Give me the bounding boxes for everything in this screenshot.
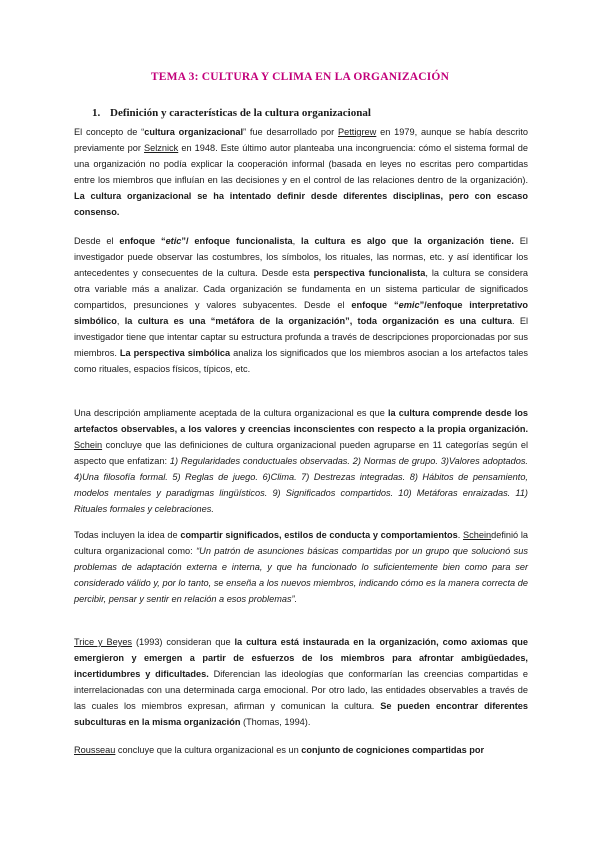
text-run-bold: ”/ enfoque funcionalista [181,236,293,246]
text-run-bold: cultura organizacional [144,127,244,137]
text-run-bold: perspectiva funcionalista [313,268,426,278]
text-run-bold: La cultura organizacional se ha intentado definir desde diferentes disciplinas, pero con escaso consenso. [74,191,528,217]
text-run: en 1979, aunque se había descrito previamente por [74,127,528,153]
text-run-bold: enfoque “ [351,300,399,310]
text-run: El concepto de “ [74,127,145,137]
text-run-bold: la cultura es una “metáfora de la organización”, toda organización es una cultura [124,316,512,326]
text-run: ” fue desarrollado por [243,127,338,137]
text-run: Una descripción ampliamente aceptada de la cultura organizacional es que [74,408,388,418]
paragraph-enfoques [74,233,528,377]
text-run-bold: Se pueden encontrar diferentes subculturas en la misma organización [74,701,528,727]
paragraph-trice-beyes [74,634,528,730]
text-run: concluye que las definiciones de cultura organizacional pueden agruparse en 11 categorías según el aspecto que enfatizan: [74,440,528,466]
page-title: TEMA 3: CULTURA Y CLIMA EN LA ORGANIZACIÓN [150,71,450,83]
text-run: Desde el [74,236,120,246]
text-run: en 1948. Este último autor planteaba una incongruencia: cómo el sistema formal de una organización no podía explicar la cooperación informal (basada en leyes no escritas pero compartidas entre los miembros que influían en las decisiones y en el control de las relaciones dentro de la organización). [74,143,528,185]
text-run-bold: la cultura está instaurada en la organización, como axiomas que emergieron y emergen a partir de esfuerzos de los miembros para afrontar ambigüedades, incertidumbres y dificultades. [74,637,529,679]
author-schein: Schein [74,440,103,450]
text-run: , la cultura se considera otra variable más a analizar. Cada organización se fundamenta en un sistema particular de significados compartidos, presunciones y valores subyacentes. Desde el [74,268,528,310]
text-run-bold: compartir significados, estilos de conducta y comportamientos [180,530,458,540]
author-schein: Schein [463,530,492,540]
text-run: Todas incluyen la idea de [74,530,181,540]
text-run-bold: ”/enfoque interpretativo simbólico [74,300,529,326]
author-selznick: Selznick [144,143,179,153]
text-run-bold: La perspectiva simbólica [119,348,231,358]
author-rousseau: Rousseau [74,745,116,755]
text-run-bold: conjunto de cogniciones compartidas por [301,745,485,755]
text-run: definió la cultura organizacional como: [74,530,528,556]
section-number: 1. [92,107,101,119]
text-run: Diferencian las ideologías que conformarían las creencias compartidas e interrelacionadas con una determinada carga emocional. Por otro lado, las entidades observables a través de las cuales los miembros expresan, afirman y comunican la cultura. [74,669,528,711]
text-run: , [292,236,302,246]
text-run-italic: 1) Regularidades conductuales observadas. 2) Normas de grupo. 3)Valores adoptados. 4)Una filosofía formal. 5) Reglas de juego. 6)Clima. 7) Destrezas integradas. 8) Hábitos de pensamiento, modelos mentales y paradigmas lingüísticos. 9) Significados compartidos. 10) Metáforas enraizadas. 11) Rituales formales y celebraciones. [74,456,528,514]
text-run-italic: “Un patrón de asunciones básicas compartidas por un grupo que solucionó sus problemas de adaptación externa e interna, y que ha funcionado lo suficientemente bien como para ser considerado válido y, por lo tanto, se enseña a los nuevos miembros, indicando cómo es la manera correcta de percibir, pensar y sentir en relación a esos problemas”. [74,546,528,604]
text-run: (Thomas, 1994). [240,717,311,727]
text-run-bold-italic: emic [398,300,420,310]
text-run: . [457,530,463,540]
text-run: concluye que la cultura organizacional es un [115,745,302,755]
text-run-bold: la cultura comprende desde los artefactos observables, a los valores y creencias inconscientes con respecto a la propia organización. [74,408,528,434]
section-title: Definición y características de la cultura organizacional [110,107,371,119]
author-pettigrew: Pettigrew [338,127,377,137]
text-run: . El investigador tiene que intentar captar su estructura profunda a través de descripciones proporcionadas por sus miembros. [74,316,529,358]
text-run-bold-italic: etic [165,236,182,246]
text-run: (1993) consideran que [132,637,235,647]
section-heading [92,107,371,119]
paragraph-cultura-concepto [74,124,528,220]
text-run: analiza los significados que los miembros asocian a los artefactos tales como rituales, espacios físicos, típicos, etc. [74,348,529,374]
paragraph-definicion-schein [74,527,528,607]
author-trice-beyes: Trice y Beyes [74,637,133,647]
text-run-bold: la cultura es algo que la organización tiene. [301,236,514,246]
text-run: , [116,316,125,326]
paragraph-descripcion-schein [74,405,528,517]
text-run-bold: enfoque “ [119,236,166,246]
text-run: El investigador puede observar las costumbres, los símbolos, los rituales, las normas, etc. y así identificar los antecedentes y consecuentes de la cultura. Desde esta [74,236,528,278]
paragraph-rousseau [74,742,528,758]
